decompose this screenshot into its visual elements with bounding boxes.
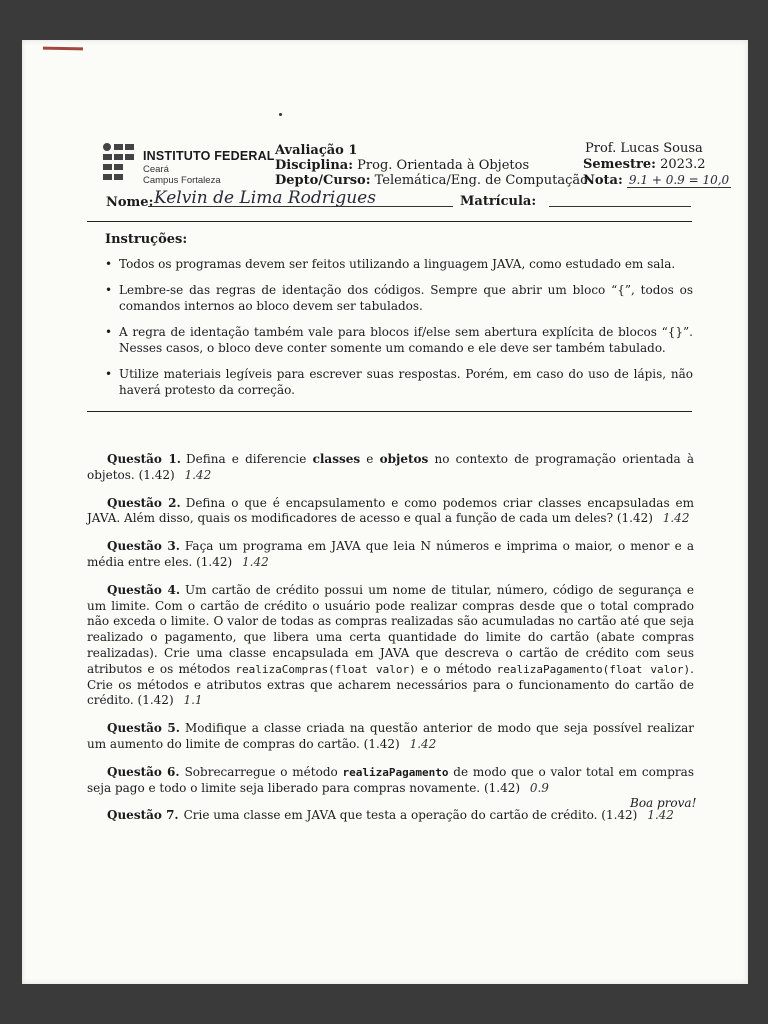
question-2: Questão 2. Defina o que é encapsulamento e como podemos criar classes encapsuladas em JAVA. Além disso, quais os modificadores de acesso e qual a função de cada um deles? (1.42) 1.42 xyxy=(87,495,694,526)
disciplina-row: Disciplina: Prog. Orientada à Objetos xyxy=(275,158,530,173)
header-divider xyxy=(87,221,692,222)
instructions-title: Instruções: xyxy=(105,232,188,247)
institution-state: Ceará xyxy=(143,164,169,175)
question-6: Questão 6. Sobrecarregue o método realizaPagamento de modo que o valor total em compras seja pago e todo o limite seja liberado para compras novamente. (1.42) 0.9 xyxy=(87,764,694,795)
instruction-item: • Utilize materiais legíveis para escrever suas respostas. Porém, em caso do uso de lápis, não haverá protesto da correção. xyxy=(105,366,693,398)
depto-row: Depto/Curso: Telemática/Eng. de Computação xyxy=(275,173,588,188)
questions-list xyxy=(87,440,697,832)
question-3: Questão 3. Faça um programa em JAVA que leia N números e imprima o maior, o menor e a média entre eles. (1.42) 1.42 xyxy=(87,539,694,569)
question-5: Questão 5. Modifique a classe criada na questão anterior de modo que seja possível realizar um aumento do limite de compras do cartão. (1.42) 1.42 xyxy=(87,721,694,751)
instruction-item: • A regra de identação também vale para blocos if/else sem abertura explícita de blocos “{}”. Nesses casos, o bloco deve conter somente um comando e ele deve ser também tabulado. xyxy=(105,324,693,356)
question-4: Questão 4. Um cartão de crédito possui um nome de titular, número, código de segurança e um limite. Com o cartão de crédito o usuário pode realizar compras desde que o total comprado não exceda o limite. O valor de todas as compras realizadas são acumuladas no cartão até que seja realizado o pagamento, que libera uma certa quantidade do limite do cartão (abate compras realizadas). Crie uma classe encapsulada em JAVA que descreva o cartão de crédito com seus atributos e os métodos realizaCompras(float valor) e o método realizaPagamento(float valor). Crie os métodos e atributos extras que acharem necessários para o funcionamento do cartão de crédito. (1.42) 1.1 xyxy=(87,582,694,708)
matricula-line xyxy=(549,206,691,207)
nome-handwritten: Kelvin de Lima Rodrigues xyxy=(154,188,376,208)
instructions-divider xyxy=(87,411,692,412)
matricula-label: Matrícula: xyxy=(460,194,537,209)
nome-label: Nome: xyxy=(106,195,154,210)
question-7: Questão 7. Crie uma classe em JAVA que testa a operação do cartão de crédito. (1.42) 1.42 xyxy=(107,808,674,823)
grade-mark: 1.42 xyxy=(662,511,690,526)
question-1: Questão 1. Defina e diferencie classes e objetos no contexto de programação orientada à objetos. (1.42) 1.42 xyxy=(87,452,695,482)
instruction-item: • Todos os programas devem ser feitos utilizando a linguagem JAVA, como estudado em sala. xyxy=(105,256,693,272)
grade-mark: 0.9 xyxy=(529,780,549,795)
institution-name: INSTITUTO FEDERAL xyxy=(143,149,275,163)
grade-mark: 1.42 xyxy=(242,554,269,569)
stray-dot xyxy=(279,113,282,116)
grade-mark: 1.1 xyxy=(183,693,203,708)
institution-campus: Campus Fortaleza xyxy=(143,175,221,186)
instruction-item: • Lembre-se das regras de identação dos códigos. Sempre que abrir um bloco “{”, todos os comandos internos ao bloco devem ser tabulados. xyxy=(105,282,693,314)
exam-title: Avaliação 1 xyxy=(275,143,358,158)
if-logo-icon xyxy=(103,143,137,183)
grade-mark: 1.42 xyxy=(409,736,437,751)
grade-mark: 1.42 xyxy=(647,808,674,823)
professor-name: Prof. Lucas Sousa xyxy=(585,141,703,156)
closing-text: Boa prova! xyxy=(630,796,697,810)
nota-handwritten: 9.1 + 0.9 = 10,0 xyxy=(628,173,730,187)
grade-mark: 1.42 xyxy=(184,467,212,482)
semestre-row: Semestre: 2023.2 xyxy=(583,157,706,172)
instructions-list xyxy=(105,256,693,408)
nota-row: Nota: 9.1 + 0.9 = 10,0 xyxy=(583,173,730,188)
nome-line xyxy=(148,206,453,207)
